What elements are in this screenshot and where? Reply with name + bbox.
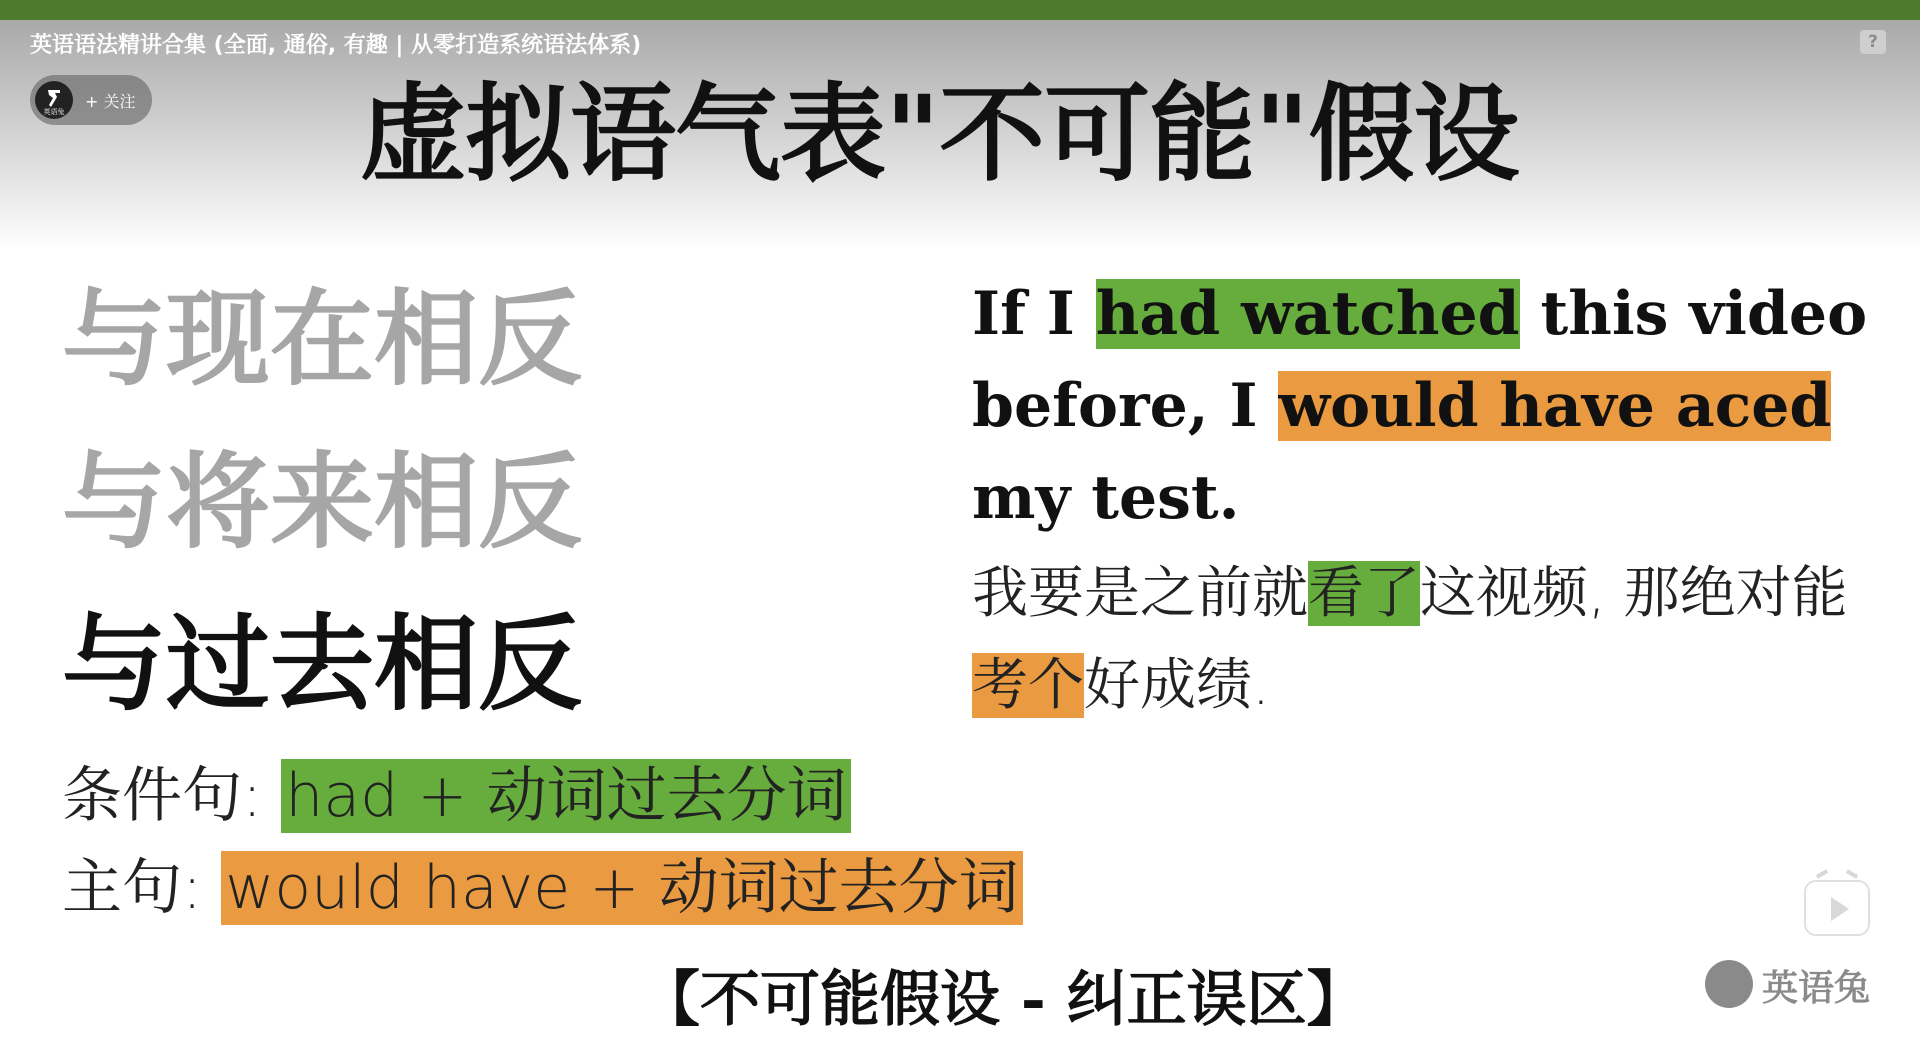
example-cn-highlight-condition: 看了 [1308,561,1420,626]
rule-condition-clause [62,748,851,834]
example-en-part: this video before, I [972,279,1868,441]
example-en-part: my test. [972,463,1240,533]
example-en-highlight-main: would have aced [1278,371,1832,441]
top-progress-bar [0,0,1920,20]
avatar-label: 英语兔 [43,108,65,116]
play-icon [1831,897,1849,921]
follow-button[interactable]: + 关注 [85,92,136,111]
next-heading-partial: 【不可能假设 - 纠正误区】 [640,965,1367,1035]
rule-condition-label: 条件句: [62,761,282,831]
play-icon-ear [1846,869,1858,878]
video-title: 英语语法精讲合集 (全面, 通俗, 有趣 | 从零打造系统语法体系) [30,33,642,58]
slide-title: 虚拟语气表"不可能"假设 [360,71,1519,196]
heading-contrary-present: 与现在相反 [62,277,583,400]
rule-main-formula: would have + 动词过去分词 [221,851,1022,925]
heading-contrary-future: 与将来相反 [62,440,583,563]
help-button[interactable]: ? [1860,30,1886,54]
follow-pill[interactable] [30,75,152,125]
example-cn-part: 我要是之前就 [972,561,1308,626]
heading-contrary-past: 与过去相反 [62,602,583,725]
example-cn-part: 好成绩. [1084,653,1270,718]
example-cn-highlight-main: 考个 [972,653,1084,718]
example-cn-part: 这视频, 那绝对能 [1420,561,1848,626]
watermark-text: 英语兔 [1762,968,1871,1009]
rule-main-label: 主句: [62,853,222,923]
example-sentence-english [972,268,1892,544]
example-en-highlight-condition: had watched [1095,279,1520,349]
uploader-avatar[interactable] [35,81,73,119]
play-icon-ear [1816,869,1828,878]
watermark-logo-icon [1705,960,1753,1008]
example-sentence-chinese [972,548,1892,732]
rule-condition-formula: had + 动词过去分词 [281,759,850,833]
play-button[interactable] [1804,880,1870,936]
example-en-part: If I [972,279,1096,349]
rule-main-clause [62,840,1023,926]
